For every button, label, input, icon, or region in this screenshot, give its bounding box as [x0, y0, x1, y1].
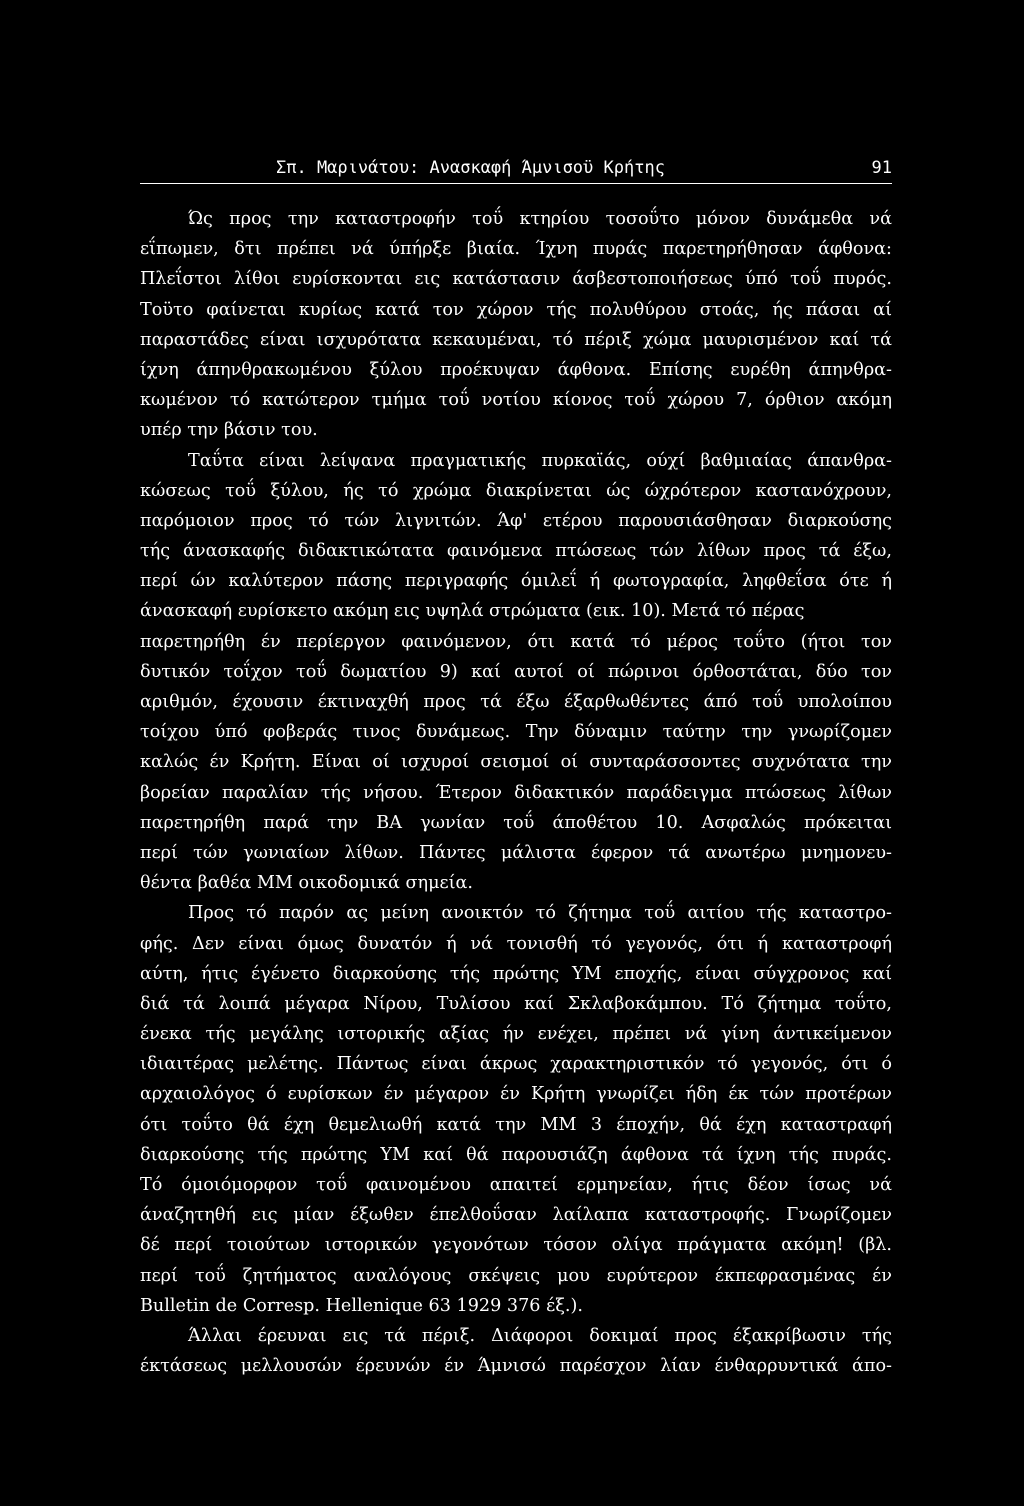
page-number: 91 [871, 158, 892, 178]
text-line: παρετηρήθη έν περίεργον φαινόμενον, ότι κατά τό μέρος τοΰτο (ήτοι τον [140, 631, 892, 652]
text-line: ότι τοΰτο θά έχη θεμελιωθή κατά την ΜΜ 3 έποχήν, θά έχη καταστραφή [140, 1114, 892, 1135]
text-line: υπέρ την βάσιν του. [140, 420, 318, 441]
text-line: ιδιαιτέρας μελέτης. Πάντως είναι άκρως χαρακτηριστικόν τό γεγονός, ότι ό [140, 1054, 892, 1075]
text-line: άνασκαφή ευρίσκετο ακόμη εις υψηλά στρώματα (εικ. 10). Μετά τό πέρας [140, 601, 805, 622]
text-line: εΐπωμεν, δτι πρέπει νά ύπήρξε βιαία. Ίχνη πυράς παρετηρήθησαν άφθονα: [140, 239, 892, 260]
text-line: περί τών γωνιαίων λίθων. Πάντες μάλιστα έφερον τά ανωτέρω μνημονευ- [140, 842, 892, 863]
text-line: Προς τό παρόν ας μείνη ανοικτόν τό ζήτημα τοΰ αιτίου τής καταστρο- [188, 903, 892, 924]
text-line: τοίχου ύπό φοβεράς τινος δυνάμεως. Την δύναμιν ταύτην την γνωρίζομεν [140, 722, 892, 743]
text-line: περί ών καλύτερον πάσης περιγραφής όμιλεΐ ή φωτογραφία, ληφθεΐσα ότε ή [140, 571, 892, 592]
text-line: κωμένον τό κατώτερον τμήμα τοΰ νοτίου κίονος τοΰ χώρου 7, όρθιον ακόμη [140, 390, 892, 411]
text-line: Τό όμοιόμορφον τοΰ φαινομένου απαιτεί ερμηνείαν, ήτις δέον ίσως νά [140, 1175, 892, 1195]
text-line: ένεκα τής μεγάλης ιστορικής αξίας ήν ενέχει, πρέπει νά γίνη άντικείμενον [140, 1024, 892, 1045]
text-line: θέντα βαθέα ΜΜ οικοδομικά σημεία. [140, 873, 474, 894]
text-line: δέ περί τοιούτων ιστορικών γεγονότων τόσον ολίγα πράγματα ακόμη! (βλ. [140, 1235, 892, 1256]
text-line: αριθμόν, έχουσιν έκτιναχθή προς τά έξω έξαρθωθέντες άπό τοΰ υπολοίπου [140, 692, 892, 712]
text-line: δυτικόν τοΐχον τοΰ δωματίου 9) καί αυτοί οί πώρινοι όρθοστάται, δύο τον [140, 661, 892, 682]
body-text [140, 204, 892, 1381]
text-line: βορείαν παραλίαν τής νήσου. Έτερον διδακτικόν παράδειγμα πτώσεως λίθων [140, 782, 892, 803]
text-line: διά τά λοιπά μέγαρα Νίρου, Τυλίσου καί Σκλαβοκάμπου. Τό ζήτημα τοΰτο, [140, 993, 892, 1014]
running-header [140, 156, 892, 180]
text-line: Bulletin de Corresp. Hellenique 63 1929 376 έξ.). [140, 1295, 583, 1316]
header-title: Σπ. Μαρινάτου: Ανασκαφή Άμνισοϋ Κρήτης [276, 158, 665, 178]
text-line: διαρκούσης τής πρώτης ΥΜ καί θά παρουσιάζη άφθονα τά ίχνη τής πυράς. [140, 1144, 892, 1165]
text-line: κώσεως τοΰ ξύλου, ής τό χρώμα διακρίνεται ώς ώχρότερον καστανόχρουν, [140, 480, 892, 501]
text-line: αύτη, ήτις έγένετο διαρκούσης τής πρώτης ΥΜ εποχής, είναι σύγχρονος καί [140, 963, 892, 984]
text-line: Πλεΐστοι λίθοι ευρίσκονται εις κατάστασιν άσβεστοποιήσεως ύπό τοΰ πυρός. [140, 269, 892, 290]
header-rule [140, 183, 892, 184]
text-line: Άλλαι έρευναι εις τά πέριξ. Διάφοροι δοκιμαί προς έξακρίβωσιν τής [188, 1325, 892, 1346]
text-line: παρετηρήθη παρά την ΒΑ γωνίαν τοΰ άποθέτου 10. Ασφαλώς πρόκειται [140, 812, 892, 833]
text-line: ίχνη άπηνθρακωμένου ξύλου προέκυψαν άφθονα. Επίσης ευρέθη άπηνθρα- [140, 359, 892, 380]
text-line: έκτάσεως μελλουσών έρευνών έν Άμνισώ παρέσχον λίαν ένθαρρυντικά άπο- [140, 1356, 892, 1377]
text-line: φής. Δεν είναι όμως δυνατόν ή νά τονισθή τό γεγονός, ότι ή καταστροφή [140, 933, 892, 954]
text-line: τής άνασκαφής διδακτικώτατα φαινόμενα πτώσεως τών λίθων προς τά έξω, [140, 541, 892, 562]
text-line: Ταΰτα είναι λείψανα πραγματικής πυρκαϊάς, ούχί βαθμιαίας άπανθρα- [188, 450, 892, 471]
text-line: Τοϋτο φαίνεται κυρίως κατά τον χώρον τής πολυθύρου στοάς, ής πάσαι αί [140, 299, 892, 320]
text-line: παρόμοιον προς τό τών λιγνιτών. Άφ' ετέρου παρουσιάσθησαν διαρκούσης [140, 510, 892, 531]
text-line: Ώς προς την καταστροφήν τοΰ κτηρίου τοσοΰτο μόνον δυνάμεθα νά [188, 209, 892, 229]
text-line: περί τοΰ ζητήματος αναλόγους σκέψεις μου ευρύτερον έκπεφρασμένας έν [140, 1265, 892, 1286]
text-line: παραστάδες είναι ισχυρότατα κεκαυμέναι, τό πέριξ χώμα μαυρισμένον καί τά [140, 329, 892, 350]
text-line: άναζητηθή εις μίαν έξωθεν έπελθοΰσαν λαίλαπα καταστροφής. Γνωρίζομεν [140, 1205, 892, 1226]
text-line: αρχαιολόγος ό ευρίσκων έν μέγαρον έν Κρήτη γνωρίζει ήδη έκ τών προτέρων [140, 1084, 892, 1105]
text-line: καλώς έν Κρήτη. Είναι οί ισχυροί σεισμοί οί συνταράσσοντες συχνότατα την [140, 752, 892, 773]
